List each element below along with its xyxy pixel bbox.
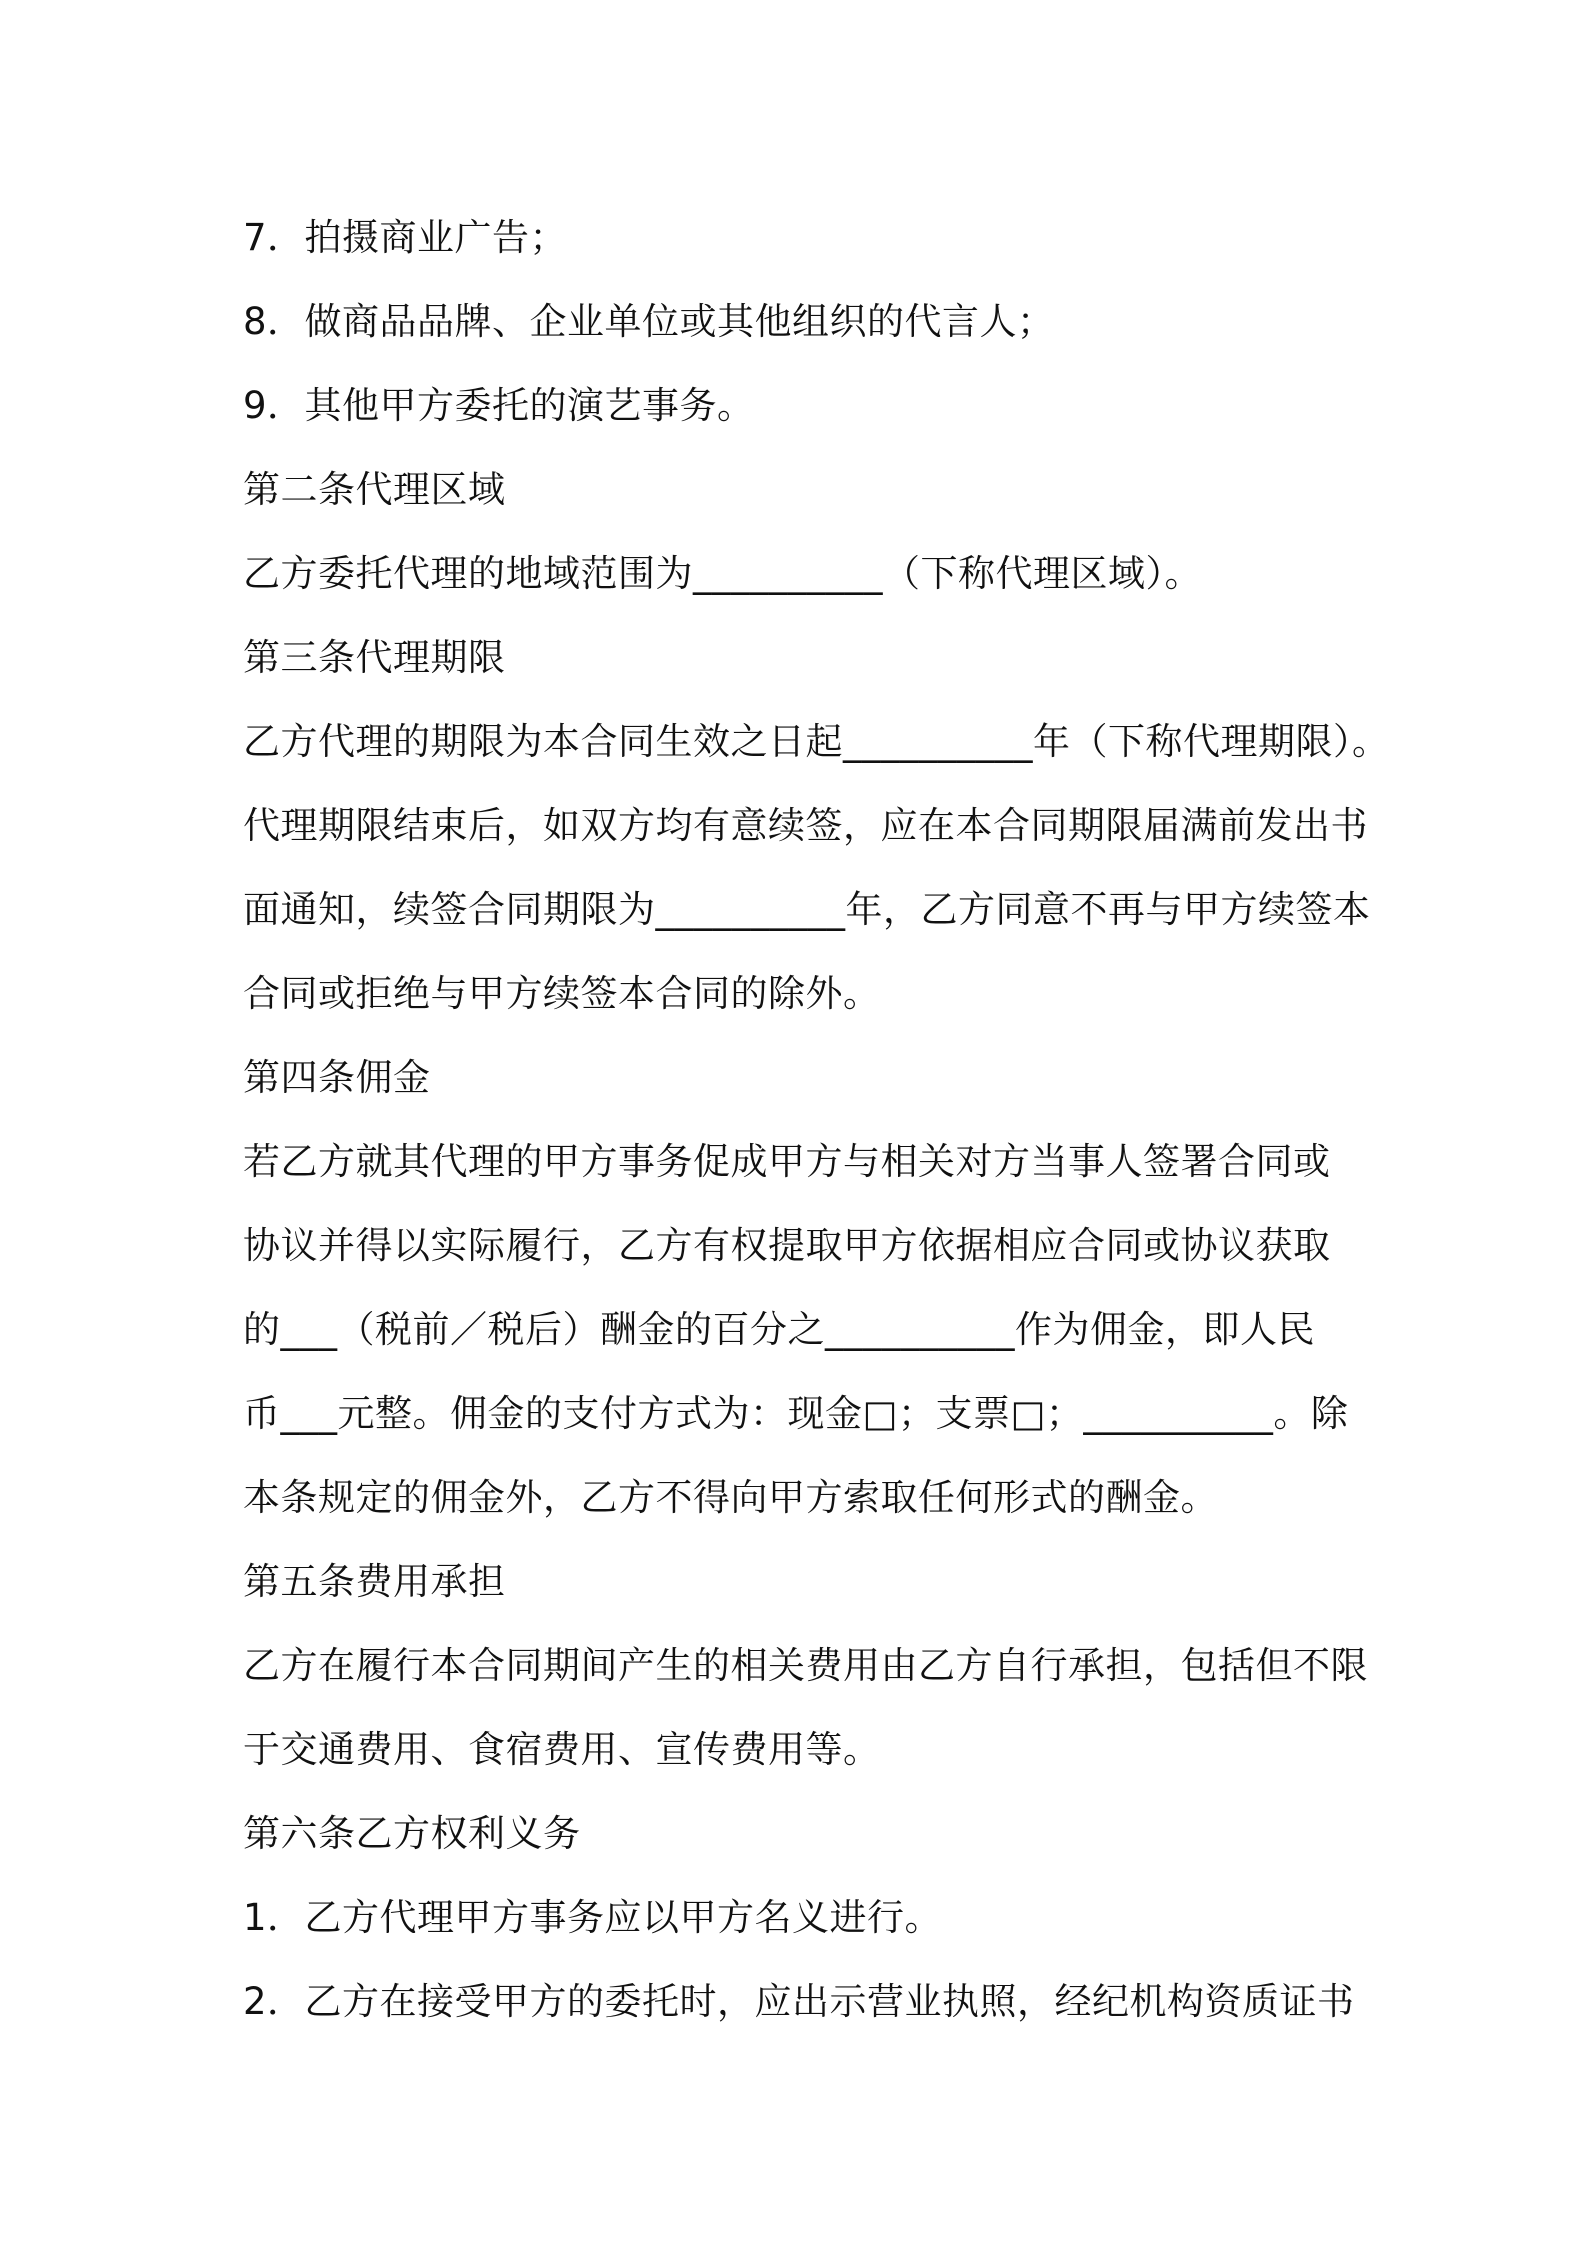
document-body (243, 196, 1390, 2044)
list-item-8: 8．做商品品牌、企业单位或其他组织的代言人； (243, 300, 1055, 343)
article-3-text-line-2: 代理期限结束后，如双方均有意续签，应在本合同期限届满前发出书 (243, 804, 1368, 847)
article-4-text-line-3: 的___（税前／税后）酬金的百分之__________作为佣金，即人民 (243, 1308, 1315, 1351)
article-5-text-line-2: 于交通费用、食宿费用、宣传费用等。 (243, 1728, 881, 1771)
article-4-text-line-2: 协议并得以实际履行，乙方有权提取甲方依据相应合同或协议获取 (243, 1224, 1331, 1267)
list-item-7: 7．拍摄商业广告； (243, 216, 568, 259)
article-6-heading: 第六条乙方权利义务 (243, 1812, 581, 1855)
article-4-text-line-4: 币___元整。佣金的支付方式为：现金□；支票□；__________。除 (243, 1392, 1349, 1435)
article-5-heading: 第五条费用承担 (243, 1560, 506, 1603)
article-3-text-line-1: 乙方代理的期限为本合同生效之日起__________年（下称代理期限）。 (243, 720, 1390, 763)
article-6-item-2: 2．乙方在接受甲方的委托时，应出示营业执照，经纪机构资质证书 (243, 1980, 1355, 2023)
article-3-text-line-4: 合同或拒绝与甲方续签本合同的除外。 (243, 972, 881, 1015)
article-4-text-line-5: 本条规定的佣金外，乙方不得向甲方索取任何形式的酬金。 (243, 1476, 1218, 1519)
article-3-text-line-3: 面通知，续签合同期限为__________年，乙方同意不再与甲方续签本 (243, 888, 1371, 931)
article-4-text-line-1: 若乙方就其代理的甲方事务促成甲方与相关对方当事人签署合同或 (243, 1140, 1331, 1183)
article-5-text-line-1: 乙方在履行本合同期间产生的相关费用由乙方自行承担，包括但不限 (243, 1644, 1368, 1687)
article-6-item-1: 1．乙方代理甲方事务应以甲方名义进行。 (243, 1896, 943, 1939)
list-item-9: 9．其他甲方委托的演艺事务。 (243, 384, 755, 427)
article-2-heading: 第二条代理区域 (243, 468, 506, 511)
article-4-heading: 第四条佣金 (243, 1056, 431, 1099)
article-2-text: 乙方委托代理的地域范围为__________（下称代理区域）。 (243, 552, 1202, 595)
article-3-heading: 第三条代理期限 (243, 636, 506, 679)
